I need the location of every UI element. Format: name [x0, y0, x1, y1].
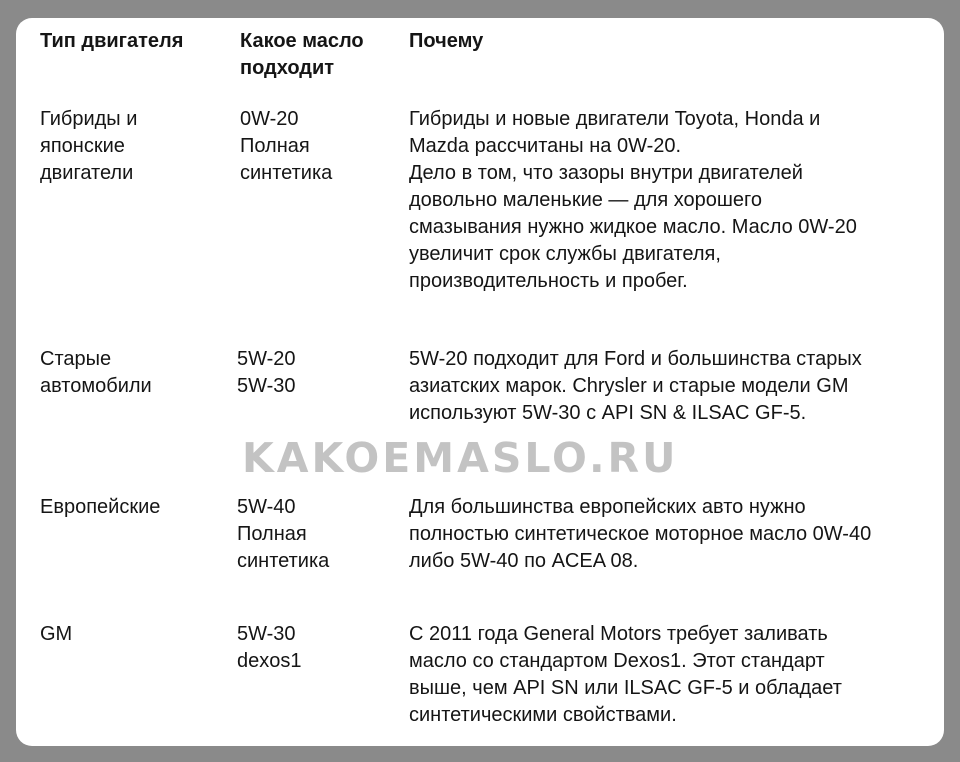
row-3-engine: Европейские	[40, 496, 161, 518]
row-4-oil: 5W-30 dexos1	[237, 623, 302, 672]
row-4-engine: GM	[40, 623, 73, 645]
row-3-oil: 5W-40 Полная синтетика	[237, 496, 330, 572]
row-2-reason: 5W-20 подходит для Ford и большинства старых азиатских марок. Chrysler и старые модели GM используют 5W-30 с API SN & ILSAC GF-5.	[409, 348, 862, 424]
row-1-oil: 0W-20 Полная синтетика	[240, 108, 333, 184]
row-2-engine: Старые автомобили	[40, 348, 152, 397]
header-engine-type: Тип двигателя	[40, 30, 184, 52]
header-reason: Почему	[409, 30, 484, 52]
row-2-oil: 5W-20 5W-30	[237, 348, 296, 397]
row-1-engine: Гибриды и японские двигатели	[40, 108, 138, 184]
row-3-reason: Для большинства европейских авто нужно полностью синтетическое моторное масло 0W-40 либо 5W-40 по ACEA 08.	[409, 496, 872, 572]
header-oil: Какое масло подходит	[240, 30, 364, 79]
watermark: KAKOEMASLO.RU	[242, 434, 679, 482]
row-1-reason: Гибриды и новые двигатели Toyota, Honda и Mazda рассчитаны на 0W-20. Дело в том, что зазоры внутри двигателей довольно маленькие — для хорошего смазывания нужно жидкое масло. Масло 0W-20 увеличит срок службы двигателя, производительность и пробег.	[409, 108, 857, 292]
oil-table-card	[16, 18, 944, 746]
row-4-reason: С 2011 года General Motors требует заливать масло со стандартом Dexos1. Этот стандарт выше, чем API SN или ILSAC GF-5 и обладает синтетическими свойствами.	[409, 623, 842, 726]
